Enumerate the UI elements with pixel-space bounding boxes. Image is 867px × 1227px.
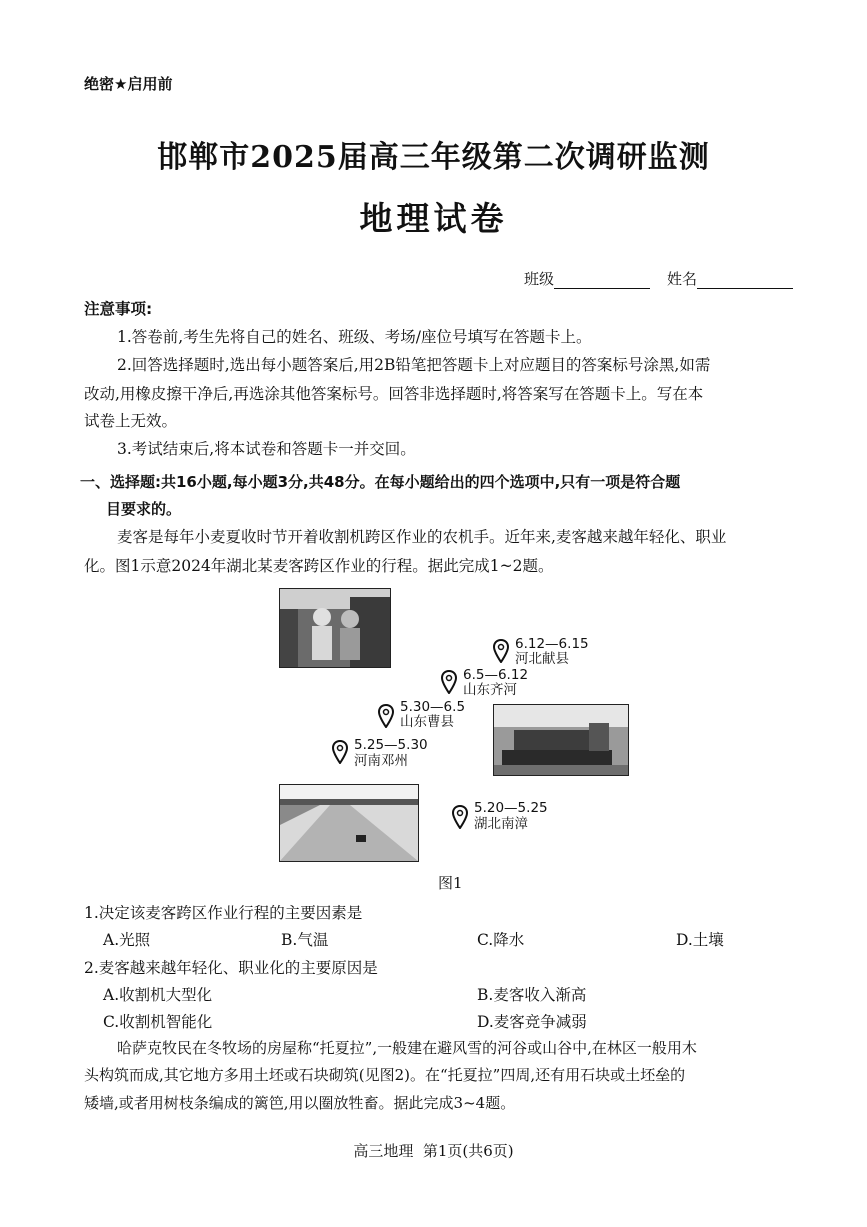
q1-stem: 1.决定该麦客跨区作业行程的主要因素是 xyxy=(84,904,363,922)
secret-mark: 绝密★启用前 xyxy=(84,75,173,93)
stop-4-date: 5.25—5.30 xyxy=(354,737,428,753)
class-field[interactable] xyxy=(524,268,650,289)
photo-harvesters-portrait xyxy=(279,588,391,668)
map-pin-stop-3 xyxy=(378,704,394,732)
exam-title: 邯郸市2025届高三年级第二次调研监测 xyxy=(157,140,710,175)
stop-2-place: 山东齐河 xyxy=(463,682,517,698)
figure1-caption: 图1 xyxy=(438,874,463,892)
q2-option-a[interactable]: A.收割机大型化 xyxy=(103,986,213,1004)
notice-item-1: 1.答卷前,考生先将自己的姓名、班级、考场/座位号填写在答题卡上。 xyxy=(117,328,592,346)
page-footer: 高三地理 第1页(共6页) xyxy=(353,1142,514,1160)
class-label: 班级 xyxy=(524,270,555,288)
q2-option-c[interactable]: C.收割机智能化 xyxy=(103,1013,213,1031)
map-pin-stop-1 xyxy=(493,639,509,667)
q2-option-b[interactable]: B.麦客收入渐高 xyxy=(477,986,587,1004)
stop-5-date: 5.20—5.25 xyxy=(474,800,548,816)
stop-3-place: 山东曹县 xyxy=(400,714,454,730)
stop-1-date: 6.12—6.15 xyxy=(515,636,589,652)
name-label: 姓名 xyxy=(667,270,698,288)
q2-option-d[interactable]: D.麦客竞争减弱 xyxy=(477,1013,587,1031)
stop-1-place: 河北献县 xyxy=(515,651,569,667)
section1-heading-cont: 目要求的。 xyxy=(106,500,182,518)
passage2-line1: 哈萨克牧民在冬牧场的房屋称“托夏拉”,一般建在避风雪的河谷或山谷中,在林区一般用木 xyxy=(117,1039,697,1057)
stop-4-place: 河南邓州 xyxy=(354,753,408,769)
stop-3-date: 5.30—6.5 xyxy=(400,699,466,715)
map-pin-stop-2 xyxy=(441,670,457,698)
q1-option-c[interactable]: C.降水 xyxy=(477,931,525,949)
location-pin-icon xyxy=(441,670,457,694)
subject-title: 地理试卷 xyxy=(359,199,508,238)
map-pin-stop-5 xyxy=(452,805,468,833)
stop-2-date: 6.5—6.12 xyxy=(463,667,529,683)
location-pin-icon xyxy=(332,740,348,764)
name-field[interactable] xyxy=(667,268,793,289)
location-pin-icon xyxy=(452,805,468,829)
q1-option-a[interactable]: A.光照 xyxy=(103,931,151,949)
notice-item-2b: 改动,用橡皮擦干净后,再选涂其他答案标号。回答非选择题时,将答案写在答题卡上。写在本 xyxy=(84,385,704,403)
map-pin-stop-4 xyxy=(332,740,348,768)
notice-item-2a: 2.回答选择题时,选出每小题答案后,用2B铅笔把答题卡上对应题目的答案标号涂黑,如需 xyxy=(117,356,711,374)
passage1-line2: 化。图1示意2024年湖北某麦客跨区作业的行程。据此完成1~2题。 xyxy=(84,557,554,575)
notice-heading: 注意事项: xyxy=(84,300,153,318)
section1-heading: 一、选择题:共16小题,每小题3分,共48分。在每小题给出的四个选项中,只有一项是符合题 xyxy=(80,473,681,491)
stop-5-place: 湖北南漳 xyxy=(474,816,528,832)
notice-item-2c: 试卷上无效。 xyxy=(84,412,178,430)
passage2-line3: 矮墙,或者用树枝条编成的篱笆,用以圈放牲畜。据此完成3~4题。 xyxy=(84,1094,516,1112)
photo-wheat-field xyxy=(279,784,419,862)
q1-option-b[interactable]: B.气温 xyxy=(281,931,329,949)
name-blank[interactable] xyxy=(697,274,793,289)
q2-stem: 2.麦客越来越年轻化、职业化的主要原因是 xyxy=(84,959,378,977)
passage1-line1: 麦客是每年小麦夏收时节开着收割机跨区作业的农机手。近年来,麦客越来越年轻化、职业 xyxy=(117,528,727,546)
location-pin-icon xyxy=(378,704,394,728)
q1-option-d[interactable]: D.土壤 xyxy=(676,931,724,949)
notice-item-3: 3.考试结束后,将本试卷和答题卡一并交回。 xyxy=(117,440,416,458)
class-blank[interactable] xyxy=(554,274,650,289)
location-pin-icon xyxy=(493,639,509,663)
photo-combine-harvester xyxy=(493,704,629,776)
passage2-line2: 头构筑而成,其它地方多用土坯或石块砌筑(见图2)。在“托夏拉”四周,还有用石块或土坯垒的 xyxy=(84,1066,686,1084)
